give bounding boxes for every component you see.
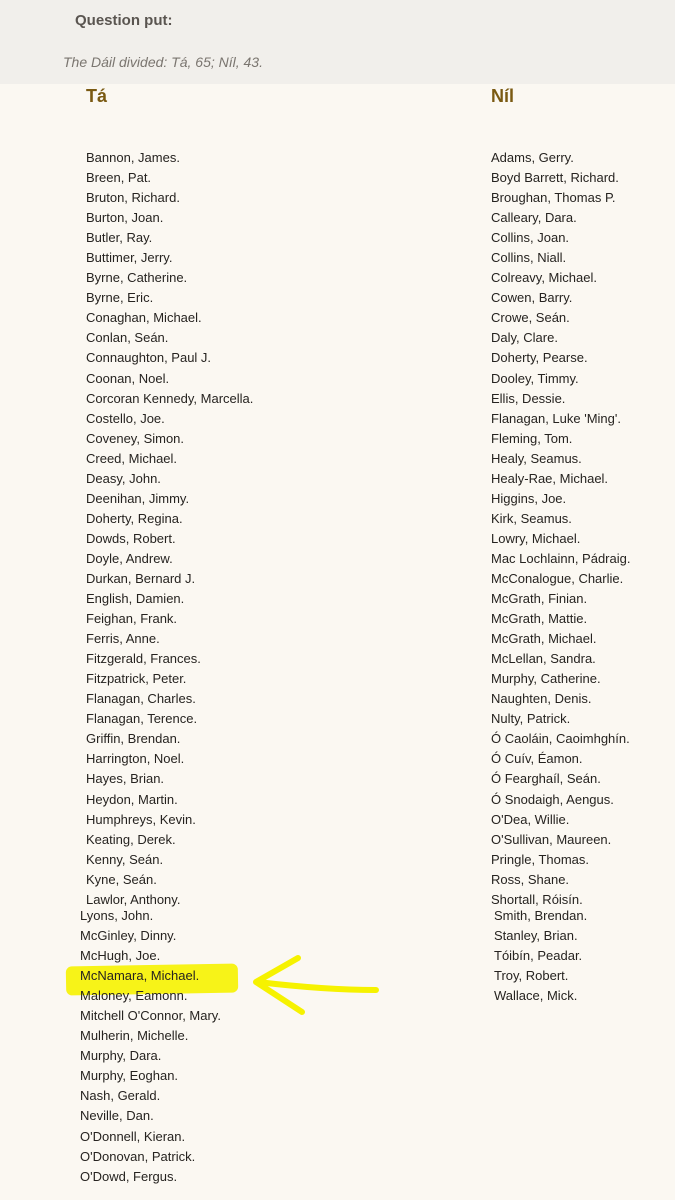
member-name: Maloney, Eamonn. — [80, 988, 188, 1004]
member-name: Conlan, Seán. — [86, 330, 169, 346]
member-name: Costello, Joe. — [86, 410, 165, 426]
member-name: Ó Caoláin, Caoimhghín. — [491, 731, 630, 747]
member-name: Fleming, Tom. — [491, 430, 573, 446]
member-name: Mac Lochlainn, Pádraig. — [491, 550, 631, 566]
member-name: Troy, Robert. — [494, 968, 569, 984]
member-name: Tóibín, Peadar. — [494, 948, 583, 964]
member-name: Heydon, Martin. — [86, 791, 178, 807]
member-name: Broughan, Thomas P. — [491, 190, 616, 206]
member-name: Kirk, Seamus. — [491, 510, 572, 526]
member-name: Coonan, Noel. — [86, 370, 170, 386]
ta-list-lower — [80, 906, 221, 1187]
member-name: McConalogue, Charlie. — [491, 570, 624, 586]
member-name: Lowry, Michael. — [491, 530, 581, 546]
member-name: Ó Cuív, Éamon. — [491, 751, 583, 767]
member-name: Cowen, Barry. — [491, 290, 573, 306]
member-name: O'Donnell, Kieran. — [80, 1128, 186, 1144]
member-name: Burton, Joan. — [86, 210, 164, 226]
member-name: Naughten, Denis. — [491, 691, 592, 707]
member-name: McGrath, Finian. — [491, 591, 588, 607]
member-name: Byrne, Catherine. — [86, 270, 188, 286]
member-name: McHugh, Joe. — [80, 948, 161, 964]
member-name: Keating, Derek. — [86, 831, 176, 847]
member-name: O'Dowd, Fergus. — [80, 1168, 178, 1184]
question-label: Question put: — [75, 12, 173, 29]
member-name: Ó Fearghaíl, Seán. — [491, 771, 601, 787]
member-name: McGrath, Mattie. — [491, 611, 588, 627]
member-name: Colreavy, Michael. — [491, 270, 597, 286]
member-name: Conaghan, Michael. — [86, 310, 202, 326]
member-name: Humphreys, Kevin. — [86, 811, 196, 827]
member-name: Kenny, Seán. — [86, 851, 164, 867]
member-name: Murphy, Dara. — [80, 1048, 162, 1064]
member-name: Bruton, Richard. — [86, 190, 180, 206]
nil-list-lower — [494, 906, 587, 1006]
member-name: Higgins, Joe. — [491, 490, 567, 506]
member-name: Calleary, Dara. — [491, 210, 577, 226]
member-name: Mitchell O'Connor, Mary. — [80, 1008, 221, 1024]
ta-heading: Tá — [86, 86, 108, 106]
member-name: Doyle, Andrew. — [86, 550, 173, 566]
member-name: Flanagan, Charles. — [86, 691, 196, 707]
yellow-arrow-icon — [240, 950, 385, 1020]
member-name: Murphy, Eoghan. — [80, 1068, 179, 1084]
member-name: Adams, Gerry. — [491, 150, 574, 165]
member-name: Murphy, Catherine. — [491, 671, 601, 687]
member-name: Butler, Ray. — [86, 230, 153, 246]
member-name: Dooley, Timmy. — [491, 370, 579, 386]
member-name: Doherty, Regina. — [86, 510, 183, 526]
member-name: Shortall, Róisín. — [491, 891, 583, 907]
member-name: Griffin, Brendan. — [86, 731, 181, 747]
ta-list-upper — [86, 148, 253, 910]
member-name: Healy, Seamus. — [491, 450, 582, 466]
member-name: Hayes, Brian. — [86, 771, 165, 787]
member-name: Fitzpatrick, Peter. — [86, 671, 187, 687]
member-name: Lawlor, Anthony. — [86, 891, 181, 907]
member-name: McGinley, Dinny. — [80, 928, 177, 944]
member-name: Flanagan, Luke 'Ming'. — [491, 410, 621, 426]
member-name: Neville, Dan. — [80, 1108, 154, 1124]
member-name: English, Damien. — [86, 591, 185, 607]
member-name: Collins, Niall. — [491, 250, 567, 266]
member-name: Harrington, Noel. — [86, 751, 185, 767]
member-name: Flanagan, Terence. — [86, 711, 198, 727]
member-name: Ferris, Anne. — [86, 631, 160, 647]
member-name: Crowe, Seán. — [491, 310, 570, 326]
member-name: Coveney, Simon. — [86, 430, 185, 446]
member-name: O'Dea, Willie. — [491, 811, 570, 827]
member-name: Doherty, Pearse. — [491, 350, 588, 366]
member-name: Fitzgerald, Frances. — [86, 651, 201, 667]
member-name: Ellis, Dessie. — [491, 390, 566, 406]
member-name: Bannon, James. — [86, 150, 180, 165]
member-name: Dowds, Robert. — [86, 530, 176, 546]
member-name: Deenihan, Jimmy. — [86, 490, 190, 506]
member-name: Wallace, Mick. — [494, 988, 578, 1004]
nil-list-upper — [491, 148, 630, 910]
member-name: Nulty, Patrick. — [491, 711, 571, 727]
member-name: Ross, Shane. — [491, 871, 570, 887]
member-name: Corcoran Kennedy, Marcella. — [86, 390, 254, 406]
member-name: Lyons, John. — [80, 908, 154, 923]
member-name: Stanley, Brian. — [494, 928, 578, 944]
member-name: Pringle, Thomas. — [491, 851, 590, 867]
member-name: Collins, Joan. — [491, 230, 570, 246]
member-name: Mulherin, Michelle. — [80, 1028, 189, 1044]
member-name: Smith, Brendan. — [494, 908, 588, 923]
member-name: McLellan, Sandra. — [491, 651, 596, 667]
member-name: Kyne, Seán. — [86, 871, 157, 887]
member-name: Byrne, Eric. — [86, 290, 154, 306]
member-name: Deasy, John. — [86, 470, 161, 486]
member-name: Nash, Gerald. — [80, 1088, 161, 1104]
question-box — [0, 0, 675, 84]
member-name: Durkan, Bernard J. — [86, 570, 196, 586]
member-name: Buttimer, Jerry. — [86, 250, 173, 266]
member-name: Boyd Barrett, Richard. — [491, 170, 619, 186]
member-name: Feighan, Frank. — [86, 611, 178, 627]
member-name: O'Donovan, Patrick. — [80, 1148, 196, 1164]
member-name: McNamara, Michael. — [80, 968, 200, 984]
member-name: Creed, Michael. — [86, 450, 178, 466]
member-name: Ó Snodaigh, Aengus. — [491, 791, 614, 807]
member-name: Healy-Rae, Michael. — [491, 470, 609, 486]
division-result: The Dáil divided: Tá, 65; Níl, 43. — [63, 54, 263, 70]
member-name: Connaughton, Paul J. — [86, 350, 212, 366]
member-name: O'Sullivan, Maureen. — [491, 831, 612, 847]
member-name: Breen, Pat. — [86, 170, 152, 186]
member-name: Daly, Clare. — [491, 330, 558, 346]
nil-heading: Níl — [491, 86, 515, 106]
member-name: McGrath, Michael. — [491, 631, 597, 647]
